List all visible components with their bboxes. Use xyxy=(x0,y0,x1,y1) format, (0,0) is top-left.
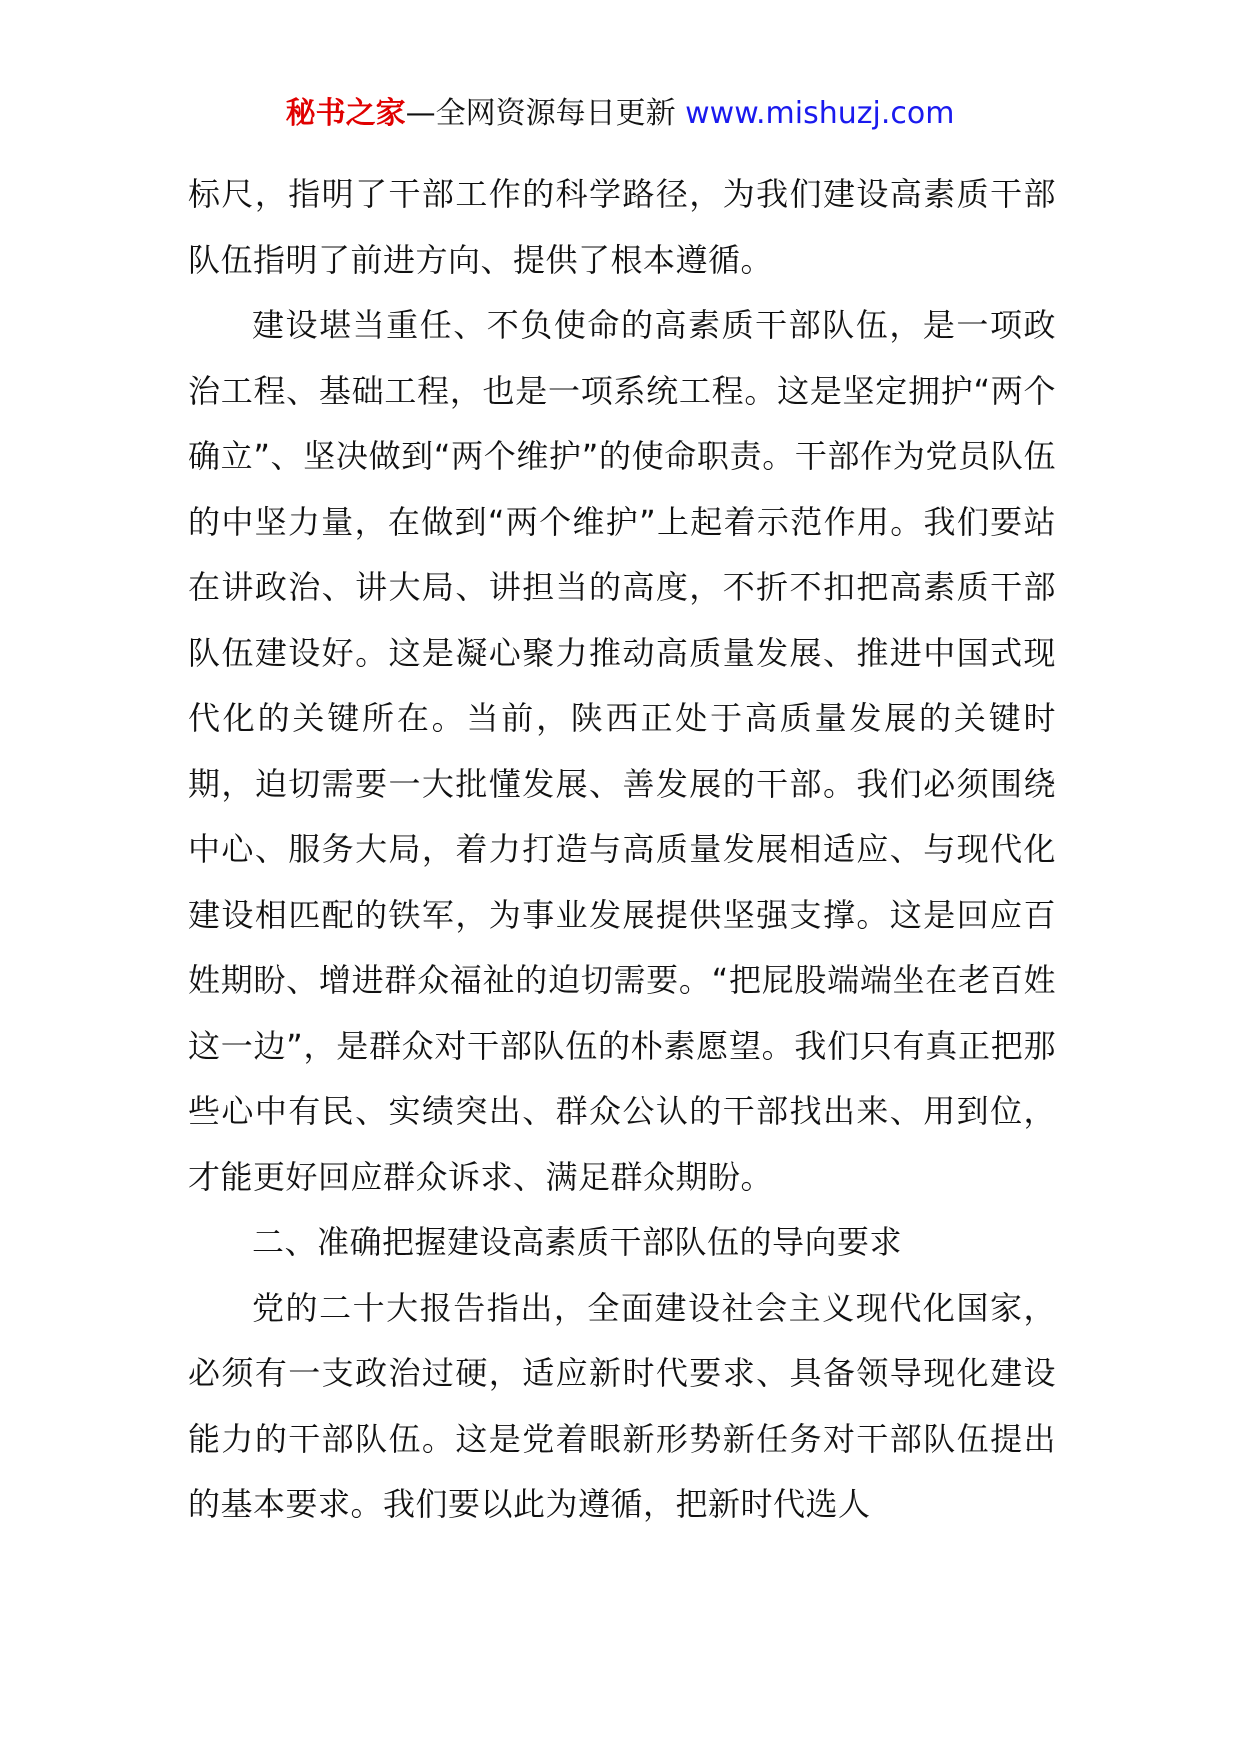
site-brand: 秘书之家 xyxy=(285,96,406,131)
paragraph-body: 党的二十大报告指出，全面建设社会主义现代化国家，必须有一支政治过硬，适应新时代要求、具备领导现化建设能力的干部队伍。这是党着眼新形势新任务对干部队伍提出的基本要求。我们要以此为遵循，把新时代选人 xyxy=(188,1288,1056,1523)
site-slogan: —全网资源每日更新 xyxy=(405,96,686,131)
document-body xyxy=(188,162,1056,1538)
paragraph-body: 建设堪当重任、不负使命的高素质干部队伍，是一项政治工程、基础工程，也是一项系统工程。这是坚定拥护“两个确立”、坚决做到“两个维护”的使命职责。干部作为党员队伍的中坚力量，在做到“两个维护”上起着示范作用。我们要站在讲政治、讲大局、讲担当的高度，不折不扣把高素质干部队伍建设好。这是凝心聚力推动高质量发展、推进中国式现代化的关键所在。当前，陕西正处于高质量发展的关键时期，迫切需要一大批懂发展、善发展的干部。我们必须围绕中心、服务大局，着力打造与高质量发展相适应、与现代化建设相匹配的铁军，为事业发展提供坚强支撑。这是回应百姓期盼、增进群众福祉的迫切需要。“把屁股端端坐在老百姓这一边”，是群众对干部队伍的朴素愿望。我们只有真正把那些心中有民、实绩突出、群众公认的干部找出来、用到位，才能更好回应群众诉求、满足群众期盼。 xyxy=(188,306,1056,1196)
paragraph-continued: 标尺，指明了干部工作的科学路径，为我们建设高素质干部队伍指明了前进方向、提供了根本遵循。 xyxy=(188,175,1056,279)
section-heading: 二、准确把握建设高素质干部队伍的导向要求 xyxy=(252,1223,903,1261)
site-url-link[interactable]: www.mishuzj.com xyxy=(685,96,955,131)
site-header xyxy=(0,94,1240,134)
